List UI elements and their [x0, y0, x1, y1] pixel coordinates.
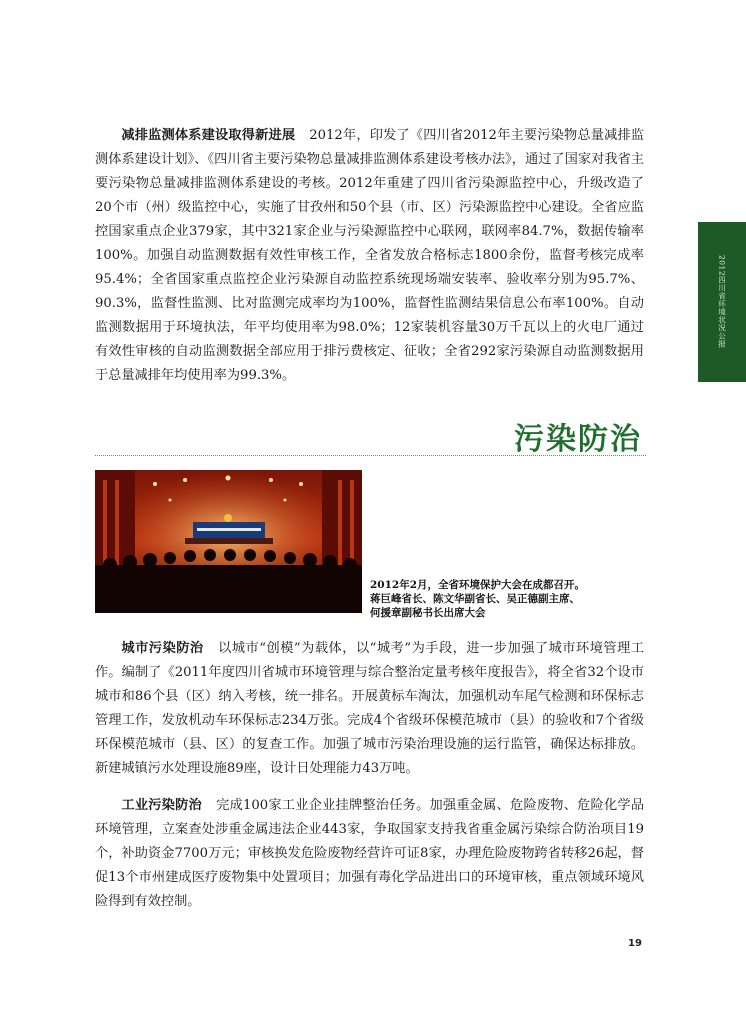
- caption-line: 2012年2月，全省环境保护大会在成都召开。: [370, 579, 586, 591]
- section-heading: 污染防治: [514, 422, 642, 457]
- photo-caption: [370, 578, 640, 620]
- paragraph-lead: 城市污染防治: [121, 641, 204, 656]
- side-tab-label: 2012四川省环境状况公报: [717, 255, 727, 349]
- paragraph-lead: 减排监测体系建设取得新进展: [121, 128, 296, 143]
- paragraph-emission-monitoring: [95, 124, 644, 388]
- paragraph-body: 以城市“创模”为载体，以“城考”为手段，进一步加强了城市环境管理工作。编制了《2011年度四川省城市环境管理与综合整治定量考核年度报告》，将全省32个设市城市和86个县（区）纳入考核，统一排名。开展黄标车淘汰，加强机动车尾气检测和环保标志管理工作，发放机动车环保标志234万张。完成4个省级环保模范城市（县）的验收和7个省级环保模范城市（县、区）的复查工作。加强了城市污染治理设施的运行监管，确保达标排放。新建城镇污水处理设施89座，设计日处理能力43万吨。: [95, 641, 645, 776]
- conference-photo: [95, 470, 362, 613]
- side-tab: [698, 222, 746, 382]
- paragraph-body: 完成100家工业企业挂牌整治任务。加强重金属、危险废物、危险化学品环境管理，立案查处涉重金属违法企业443家，争取国家支持我省重金属污染综合防治项目19个，补助资金7700万元；审核换发危险废物经营许可证8家，办理危险废物跨省转移26起，督促13个市州建成医疗废物集中处置项目；加强有毒化学品进出口的环境审核，重点领域环境风险得到有效控制。: [95, 798, 645, 909]
- section-divider: [95, 455, 646, 456]
- paragraph-body: 2012年，印发了《四川省2012年主要污染物总量减排监测体系建设计划》、《四川省主要污染物总量减排监测体系建设考核办法》，通过了国家对我省主要污染物总量减排监测体系建设的考核。2012年重建了四川省污染源监控中心，升级改造了20个市（州）级监控中心，实施了甘孜州和50个县（市、区）污染源监控中心建设。全省应监控国家重点企业379家，其中321家企业与污染源监控中心联网，联网率84.7%，数据传输率100%。加强自动监测数据有效性审核工作，全省发放合格标志1800余份，监督考核完成率95.4%；全省国家重点监控企业污染源自动监控系统现场端安装率、验收率分别为95.7%、90.3%，监督性监测、比对监测完成率均为100%，监督性监测结果信息公布率100%。自动监测数据用于环境执法，年平均使用率为98.0%；12家装机容量30万千瓦以上的火电厂通过有效性审核的自动监测数据全部应用于排污费核定、征收；全省292家污染源自动监测数据用于总量减排年均使用率为99.3%。: [95, 128, 645, 383]
- page-number: 19: [628, 938, 642, 949]
- caption-line: 蒋巨峰省长、陈文华副省长、吴正德副主席、: [370, 593, 580, 605]
- paragraph-urban-pollution: [95, 637, 644, 781]
- paragraph-lead: 工业污染防治: [121, 798, 202, 813]
- paragraph-industrial-pollution: [95, 794, 644, 914]
- caption-line: 何援章副秘书长出席大会: [370, 607, 486, 619]
